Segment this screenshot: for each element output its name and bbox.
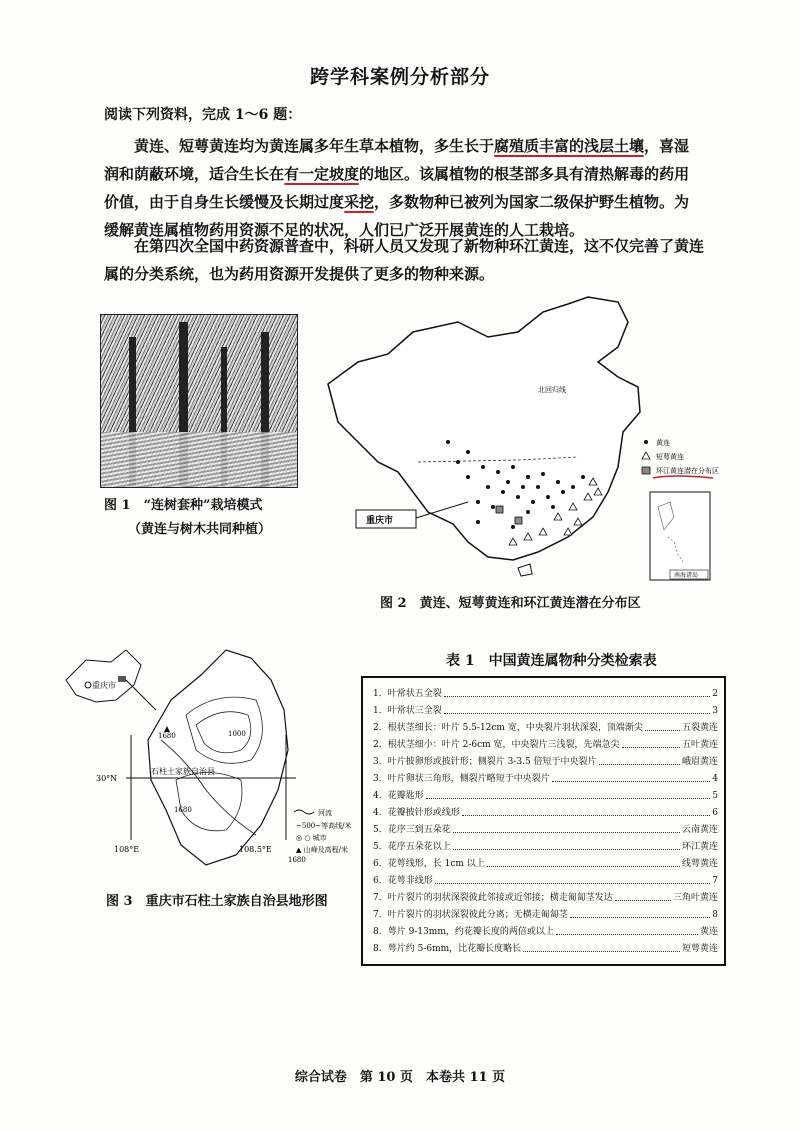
contour-label: 1000 (228, 730, 246, 738)
huanglian-point (556, 480, 560, 484)
dot-leader (622, 739, 680, 748)
county-outline (148, 650, 288, 865)
figure-3-caption: 图 3 重庆市石柱土家族自治县地形图 (106, 894, 328, 909)
huanglian-point (526, 510, 530, 514)
row-result: 五裂黄连 (681, 723, 718, 733)
dot-leader (552, 773, 711, 782)
page-footer: 综合试卷 第 10 页 本卷共 11 页 (294, 1070, 506, 1085)
huanglian-point (476, 520, 480, 524)
legend-elevation: 1680 (288, 856, 306, 864)
row-result: 线萼黄连 (681, 859, 718, 869)
table-row (373, 892, 718, 904)
row-description: 8．萼片约 5-6mm，比花瓣长度略长 (373, 944, 522, 954)
row-result: 3 (712, 706, 718, 716)
huanglian-point (561, 490, 565, 494)
row-description: 5．花序三到五朵花 (373, 825, 451, 835)
row-result: 5 (712, 791, 718, 801)
huanglian-point (551, 505, 555, 509)
table-row (373, 773, 718, 785)
huanglian-point (506, 480, 510, 484)
text-segment: 黄连、短萼黄连均为黄连属多年生草本植物，多生长于 (134, 137, 495, 155)
county-marker (118, 676, 126, 682)
huanglian-point (516, 495, 520, 499)
huanglian-point (476, 500, 480, 504)
paragraph-2: 在第四次全国中药资源普查中，科研人员又发现了新物种环江黄连，这不仅完善了黄连属的分类系统，也为药用资源开发提供了更多的物种来源。 (104, 237, 705, 283)
dot-leader (487, 858, 680, 867)
text-segment: ，多数物种已被列为国家二级保护野生植物。为缓解黄连属植物药用资源不足的状况，人们已广泛开展黄连的人工栽培。 (104, 193, 690, 239)
classification-key-table (361, 676, 726, 966)
dot-leader (453, 841, 680, 850)
inset-label: 重庆市 (92, 681, 116, 690)
lat-label: 30°N (96, 774, 118, 783)
row-description: 7．叶片裂片的羽状深裂彼此分离；无横走匍匐茎 (373, 910, 568, 920)
row-description: 3．叶片卵状三角形，侧裂片略短于中央裂片 (373, 774, 550, 784)
dot-leader (426, 790, 711, 799)
paragraph-1 (104, 132, 704, 244)
row-description: 6．花萼线形，长 1cm 以上 (373, 859, 485, 869)
row-result: 峨眉黄连 (681, 757, 718, 767)
dot-leader (599, 756, 680, 765)
row-description: 4．花瓣匙形 (373, 791, 424, 801)
huanglian-point (526, 475, 530, 479)
south-china-sea-inset (650, 492, 710, 580)
row-result: 6 (712, 808, 718, 818)
table-row (373, 756, 718, 768)
huanglian-point (466, 475, 470, 479)
row-result: 环江黄连 (681, 842, 718, 852)
dot-leader (570, 909, 711, 918)
huanjiang-area-marker (515, 517, 522, 524)
dot-leader (453, 824, 680, 833)
legend-triangle (642, 452, 650, 459)
map-label: 北回归线 (538, 386, 566, 394)
legend-label: 短萼黄连 (656, 453, 684, 461)
huanglian-point (536, 485, 540, 489)
legend-label: 环江黄连潜在分布区 (656, 467, 719, 475)
contour-label: 1680 (174, 806, 192, 814)
huanglian-point (531, 500, 535, 504)
row-description: 1．叶常状三全裂 (373, 706, 442, 716)
huanglian-point (511, 465, 515, 469)
instruction: 阅读下列资料，完成 1～6 题： (104, 107, 302, 123)
row-description: 5．花序五朵花以上 (373, 842, 451, 852)
row-description: 3．叶片披卵形或披针形；侧裂片 3-3.5 倍短于中央裂片 (373, 757, 597, 767)
huanglian-point (456, 460, 460, 464)
dot-leader (556, 926, 698, 935)
underlined-text: 喜湿润和荫蔽环境 (104, 137, 690, 183)
row-result: 三角叶黄连 (672, 893, 718, 903)
figure-1-subcaption: （黄连与树木共同种植） (128, 522, 272, 537)
table-row (373, 739, 718, 751)
row-result: 五叶黄连 (681, 740, 718, 750)
row-description: 8．萼片 9-13mm，约花瓣长度的两倍或以上 (373, 927, 554, 937)
lon-label: 108°E (114, 845, 140, 854)
legend-label: ◎ ○ 城市 (296, 834, 327, 842)
row-result: 4 (712, 774, 718, 784)
underlined-text: 药用价值 (104, 165, 690, 211)
row-description: 7．叶片裂片的羽状深裂彼此邻接或近邻接；横走匍匐茎发达 (373, 893, 613, 903)
text-segment: ，由于自身生长缓慢及长期过度 (134, 193, 345, 211)
arrow-line (126, 680, 156, 710)
lon-label: 108.5°E (239, 845, 272, 854)
row-result: 7 (712, 876, 718, 886)
city-marker (85, 682, 91, 688)
row-result: 8 (712, 910, 718, 920)
underlined-text: 有一定坡度 (284, 165, 360, 183)
text-segment: ， (644, 137, 660, 155)
legend-label: 黄连 (656, 439, 670, 447)
dot-leader (645, 722, 680, 731)
figure-2-map (318, 292, 738, 588)
huanglian-point (486, 485, 490, 489)
huanglian-point (546, 495, 550, 499)
table-row (373, 909, 718, 921)
huanglian-point (571, 485, 575, 489)
huanglian-point (541, 472, 545, 476)
huanglian-point (501, 490, 505, 494)
huanglian-point (446, 440, 450, 444)
row-result: 云南黄连 (681, 825, 718, 835)
legend-label: ~500~等高线/米 (296, 822, 352, 830)
row-description: 1．叶常状五全裂 (373, 689, 442, 699)
hainan-island (518, 564, 532, 576)
underlined-text: 采挖 (344, 193, 375, 211)
underlined-text: 腐殖质丰富的浅层土壤 (494, 137, 645, 155)
dot-leader (523, 943, 680, 952)
table-row (373, 790, 718, 802)
table-row (373, 824, 718, 836)
inset-label: 南海诸岛 (674, 572, 699, 579)
red-underline (653, 476, 713, 478)
row-description: 2．根状茎细长：叶片 5.5-12cm 宽，中央裂片羽状深裂，顶端渐尖 (373, 723, 643, 733)
dot-leader (444, 688, 711, 697)
huanglian-point (511, 525, 515, 529)
table-caption: 表 1 中国黄连属物种分类检索表 (446, 653, 657, 669)
text-segment: ，适合生长在 (194, 165, 285, 183)
dot-leader (435, 875, 711, 884)
huanglian-point (481, 465, 485, 469)
table-row (373, 705, 718, 717)
legend-river-symbol (294, 810, 314, 814)
figure-1-photo (100, 314, 298, 488)
figure-1-caption: 图 1 “连树套种”栽培模式 (104, 498, 263, 513)
dot-leader (615, 892, 671, 901)
table-row (373, 841, 718, 853)
dot-leader (444, 705, 711, 714)
row-description: 4．花瓣披针形或线形 (373, 808, 460, 818)
table-row (373, 688, 718, 700)
row-result: 2 (712, 689, 718, 699)
huanglian-point (581, 475, 585, 479)
figure-2-caption: 图 2 黄连、短萼黄连和环江黄连潜在分布区 (380, 596, 641, 611)
figure-3-map (56, 640, 366, 870)
table-row (373, 926, 718, 938)
legend-label: ▲ 山峰及高程/米 (296, 846, 348, 854)
contour-label: 1680 (158, 732, 176, 740)
legend-label: 河流 (318, 809, 332, 817)
chongqing-inset (66, 650, 141, 702)
table-row (373, 722, 718, 734)
county-label: 石柱土家族自治县 (151, 767, 215, 776)
huanglian-point (466, 450, 470, 454)
chongqing-callout-label: 重庆市 (366, 516, 394, 526)
huanjiang-area-marker (496, 506, 503, 513)
row-result: 黄连 (699, 927, 718, 937)
table-row (373, 807, 718, 819)
table-row (373, 943, 718, 955)
dot-leader (462, 807, 711, 816)
legend-square (642, 467, 650, 474)
huanglian-point (496, 470, 500, 474)
table-row (373, 858, 718, 870)
page-title: 跨学科案例分析部分 (309, 66, 490, 88)
legend-dot (644, 440, 648, 444)
huanglian-point (491, 505, 495, 509)
table-row (373, 875, 718, 887)
huanglian-point (521, 485, 525, 489)
row-description: 2．根状茎细小：叶片 2-6cm 宽，中央裂片三浅裂，先端急尖 (373, 740, 620, 750)
row-description: 6．花萼非线形 (373, 876, 433, 886)
text-segment: 的地区。该属植物的根茎部多具有清热解毒的 (359, 165, 660, 183)
row-result: 短萼黄连 (681, 944, 718, 954)
